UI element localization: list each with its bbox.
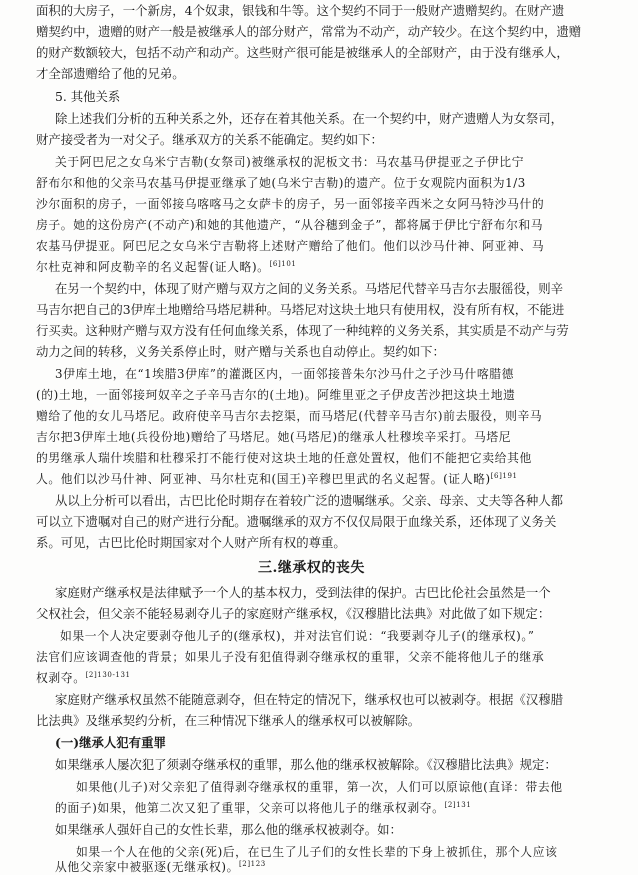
body-text-line: 可以立下遗嘱对自己的财产进行分配。遗嘱继承的双方不仅仅局限于血缘关系，还体现了义务关 — [36, 514, 557, 529]
quote-line: 的面子)如果，他第二次又犯了重罪，父亲可以将他儿子的继承权剥夺。$^{[2]131}$ — [55, 801, 472, 815]
quote-line: 从他父亲家中被驱逐(无继承权)。$^{[2]123}$ — [55, 860, 266, 874]
body-text-line: 比法典》及继承契约分析，在三种情况下继承人的继承权可以被解除。 — [36, 713, 421, 728]
quote-line: 吉尔把3伊库土地(兵役份地)赠给了马塔尼。她(马塔尼)的继承人杜穆埃辛采打。马塔尼 — [36, 430, 512, 444]
body-text-line: 才全部遗赠给了他的兄弟。 — [36, 66, 185, 81]
footnote-ref: [2]130-131 — [85, 671, 131, 680]
body-text-line: 财产接受者为一对父子。继承双方的关系不能确定。契约如下： — [36, 132, 383, 147]
footnote-ref: [2]131 — [444, 801, 472, 810]
quote-line: 舒布尔和他的父亲马农基马伊提亚继承了她(乌米宁吉勒)的遗产。位于女观院内面积为1/3 — [36, 176, 526, 190]
body-text-line: 赠契约中，遗赠的财产一般是被继承人的部分财产，常常为不动产，动产较少。在这个契约中，遗赠 — [36, 24, 582, 39]
quote-line: 如果他(儿子)对父亲犯了值得剥夺继承权的重罪，第一次，人们可以原谅他(直译：带去他 — [76, 780, 563, 794]
body-text-line: 马吉尔把自己的3伊库土地赠给马塔尼耕种。马塔尼对这块土地只有使用权，没有所有权，不能进 — [36, 302, 565, 317]
body-text-line: 行买卖。这种财产赠与双方没有任何血缘关系，体现了一种纯粹的义务关系，其实质是不动产与劳 — [36, 323, 569, 338]
body-text-line: 动力之间的转移，义务关系停止时，财产赠与关系也自动停止。契约如下： — [36, 344, 445, 359]
body-text-line: 家庭财产继承权是法律赋予一个人的基本权力，受到法律的保护。古巴比伦社会虽然是一个 — [55, 585, 551, 600]
body-text-line: 面积的大房子，一个新房，4个奴隶，银钱和牛等。这个契约不同于一般财产遗赠契约。在财产遗 — [36, 3, 565, 18]
body-text-line: 在另一个契约中，体现了财产赠与双方之间的义务关系。马塔尼代替辛马吉尔去服徭役，则辛 — [55, 281, 564, 296]
body-text-line: 的财产数额较大，包括不动产和动产。这些财产很可能是被继承人的全部财产，由于没有继承人， — [36, 45, 569, 60]
quote-line: 关于阿巴尼之女乌米宁吉勒(女祭司)被继承权的泥板文书：马农基马伊提亚之子伊比宁 — [55, 155, 525, 169]
quote-line: 权剥夺。$^{[2]130-131}$ — [36, 671, 131, 685]
body-text-line: 从以上分析可以看出，古巴比伦时期存在着较广泛的遗嘱继承。父亲、母亲、丈夫等各种人都 — [55, 493, 564, 508]
section-heading: 5. 其他关系 — [55, 89, 121, 104]
footnote-ref: [2]123 — [238, 860, 266, 869]
footnote-ref: [6]191 — [490, 472, 518, 481]
body-text-line: 父权社会，但父亲不能轻易剥夺儿子的家庭财产继承权，《汉穆腊比法典》对此做了如下规定： — [36, 606, 551, 621]
body-text-line: 如果继承人屡次犯了须剥夺继承权的重罪，那么他的继承权被解除。《汉穆腊比法典》规定： — [55, 757, 557, 772]
body-text-line: 系。可见，古巴比伦时期国家对个人财产所有权的尊重。 — [36, 535, 346, 550]
body-text-line: 除上述我们分析的五种关系之外，还存在着其他关系。在一个契约中，财产遗赠人为女祭司， — [55, 111, 564, 126]
quote-line: 如果一个人决定要剥夺他儿子的(继承权)，并对法官们说：“我要剥夺儿子(的继承权)。” — [60, 629, 535, 643]
quote-line: 的男继承人瑞什埃腊和杜穆采打不能行使对这块土地的任意处置权，他们不能把它卖给其他 — [36, 451, 532, 465]
chapter-title: 三.继承权的丧失 — [258, 560, 365, 576]
quote-line: 赠给了他的女儿马塔尼。政府使辛马吉尔去挖渠，而马塔尼(代替辛马吉尔)前去服役，则辛马 — [36, 409, 543, 423]
quote-line: 房子。她的这份房产(不动产)和她的其他遗产，“从谷穗到金子”，都将属于伊比宁舒布尔和马 — [36, 218, 544, 232]
quote-line: 如果一个人在他的父亲(死)后，在已生了儿子们的女性长辈的下身上被抓住，那个人应该 — [76, 845, 558, 859]
quote-line: 人。他们以沙马什神、阿亚神、马尔杜克和(国王)辛穆巴里武的名义起誓。(证人略)$^{[6]191}$ — [36, 472, 518, 486]
quote-line: (的)土地，一面邻接珂奴辛之子辛马吉尔的(土地)。阿维里亚之子伊皮苦沙把这块土地遗 — [36, 388, 516, 402]
body-text-line: 如果继承人强奸自己的女性长辈，那么他的继承权被剥夺。如： — [55, 822, 402, 837]
quote-line: 农基马伊提亚。阿巴尼之女乌米宁吉勒将上述财产赠给了他们。他们以沙马什神、阿亚神、马 — [36, 239, 545, 253]
quote-line: 尔杜克神和阿皮勒辛的名义起誓(证人略)。$^{[6]101}$ — [36, 260, 297, 274]
quote-line: 3伊库土地，在“1埃腊3伊库”的灌溉区内，一面邻接普朱尔沙马什之子沙马什喀腊德 — [55, 367, 515, 381]
subsection-heading: (一)继承人犯有重罪 — [55, 735, 166, 750]
quote-line: 法官们应该调查他的背景；如果儿子没有犯值得剥夺继承权的重罪，父亲不能将他儿子的继承 — [36, 650, 545, 664]
body-text-line: 家庭财产继承权虽然不能随意剥夺，但在特定的情况下，继承权也可以被剥夺。根据《汉穆腊 — [55, 692, 564, 707]
footnote-ref: [6]101 — [269, 260, 297, 269]
quote-line: 沙尔面积的房子，一面邻接乌喀喀马之女萨卡的房子，另一面邻接辛西米之女阿马特沙马什的 — [36, 197, 545, 211]
